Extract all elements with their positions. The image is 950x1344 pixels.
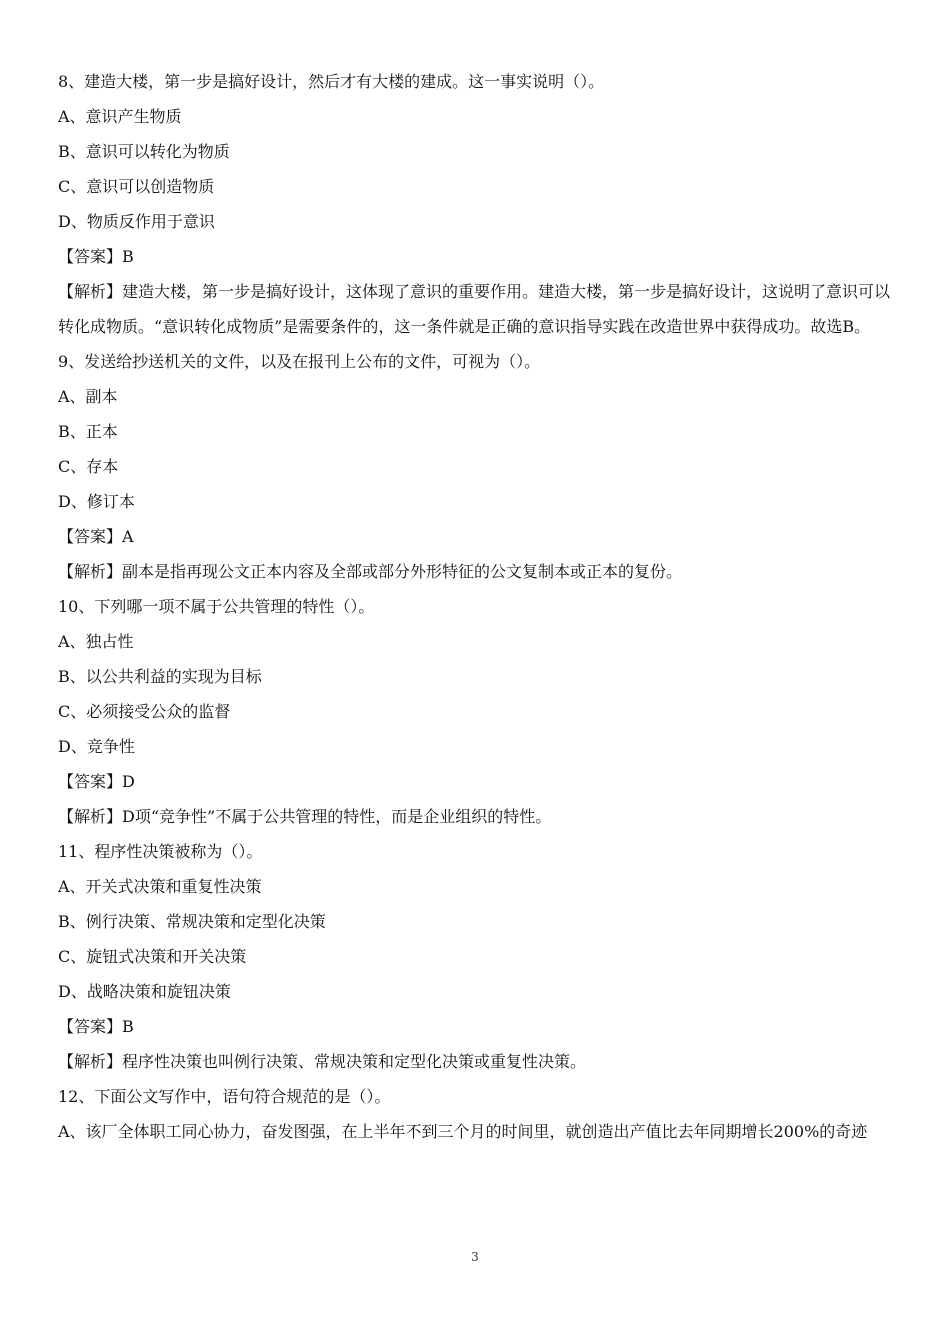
option-b: B、意识可以转化为物质 — [58, 142, 230, 161]
question-10 — [58, 589, 894, 834]
option-d: D、竞争性 — [58, 737, 135, 756]
answer: 【答案】D — [58, 772, 135, 791]
option-a: A、该厂全体职工同心协力，奋发图强，在上半年不到三个月的时间里，就创造出产值比去年同期增长200%的奇迹 — [58, 1122, 868, 1141]
question-11 — [58, 834, 894, 1079]
option-d: D、战略决策和旋钮决策 — [58, 982, 231, 1001]
analysis: 【解析】程序性决策也叫例行决策、常规决策和定型化决策或重复性决策。 — [58, 1052, 587, 1071]
question-8 — [58, 64, 894, 344]
option-d: D、修订本 — [58, 492, 135, 511]
answer: 【答案】A — [58, 527, 134, 546]
option-a: A、开关式决策和重复性决策 — [58, 877, 262, 896]
question-9 — [58, 344, 894, 589]
option-c: C、必须接受公众的监督 — [58, 702, 231, 721]
answer: 【答案】B — [58, 247, 134, 266]
option-c: C、意识可以创造物质 — [58, 177, 215, 196]
question-12 — [58, 1079, 894, 1149]
answer: 【答案】B — [58, 1017, 134, 1036]
analysis: 【解析】建造大楼，第一步是搞好设计，这体现了意识的重要作用。建造大楼，第一步是搞好设计，这说明了意识可以转化成物质。“意识转化成物质”是需要条件的，这一条件就是正确的意识指导实践在改造世界中获得成功。故选B。 — [58, 282, 891, 336]
option-a: A、独占性 — [58, 632, 134, 651]
question-stem: 8、建造大楼，第一步是搞好设计，然后才有大楼的建成。这一事实说明（）。 — [58, 72, 605, 91]
option-a: A、意识产生物质 — [58, 107, 182, 126]
question-stem: 9、发送给抄送机关的文件，以及在报刊上公布的文件，可视为（）。 — [58, 352, 541, 371]
page-number: 3 — [471, 1250, 479, 1264]
question-stem: 10、下列哪一项不属于公共管理的特性（）。 — [58, 597, 375, 616]
analysis: 【解析】副本是指再现公文正本内容及全部或部分外形特征的公文复制本或正本的复份。 — [58, 562, 683, 581]
question-stem: 12、下面公文写作中，语句符合规范的是（）。 — [58, 1087, 391, 1106]
option-b: B、以公共利益的实现为目标 — [58, 667, 262, 686]
analysis: 【解析】D项“竞争性”不属于公共管理的特性，而是企业组织的特性。 — [58, 807, 552, 826]
question-stem: 11、程序性决策被称为（）。 — [58, 842, 263, 861]
option-b: B、例行决策、常规决策和定型化决策 — [58, 912, 326, 931]
option-b: B、正本 — [58, 422, 118, 441]
option-c: C、旋钮式决策和开关决策 — [58, 947, 247, 966]
page-content — [58, 64, 894, 1149]
option-a: A、副本 — [58, 387, 118, 406]
option-c: C、存本 — [58, 457, 119, 476]
option-d: D、物质反作用于意识 — [58, 212, 215, 231]
